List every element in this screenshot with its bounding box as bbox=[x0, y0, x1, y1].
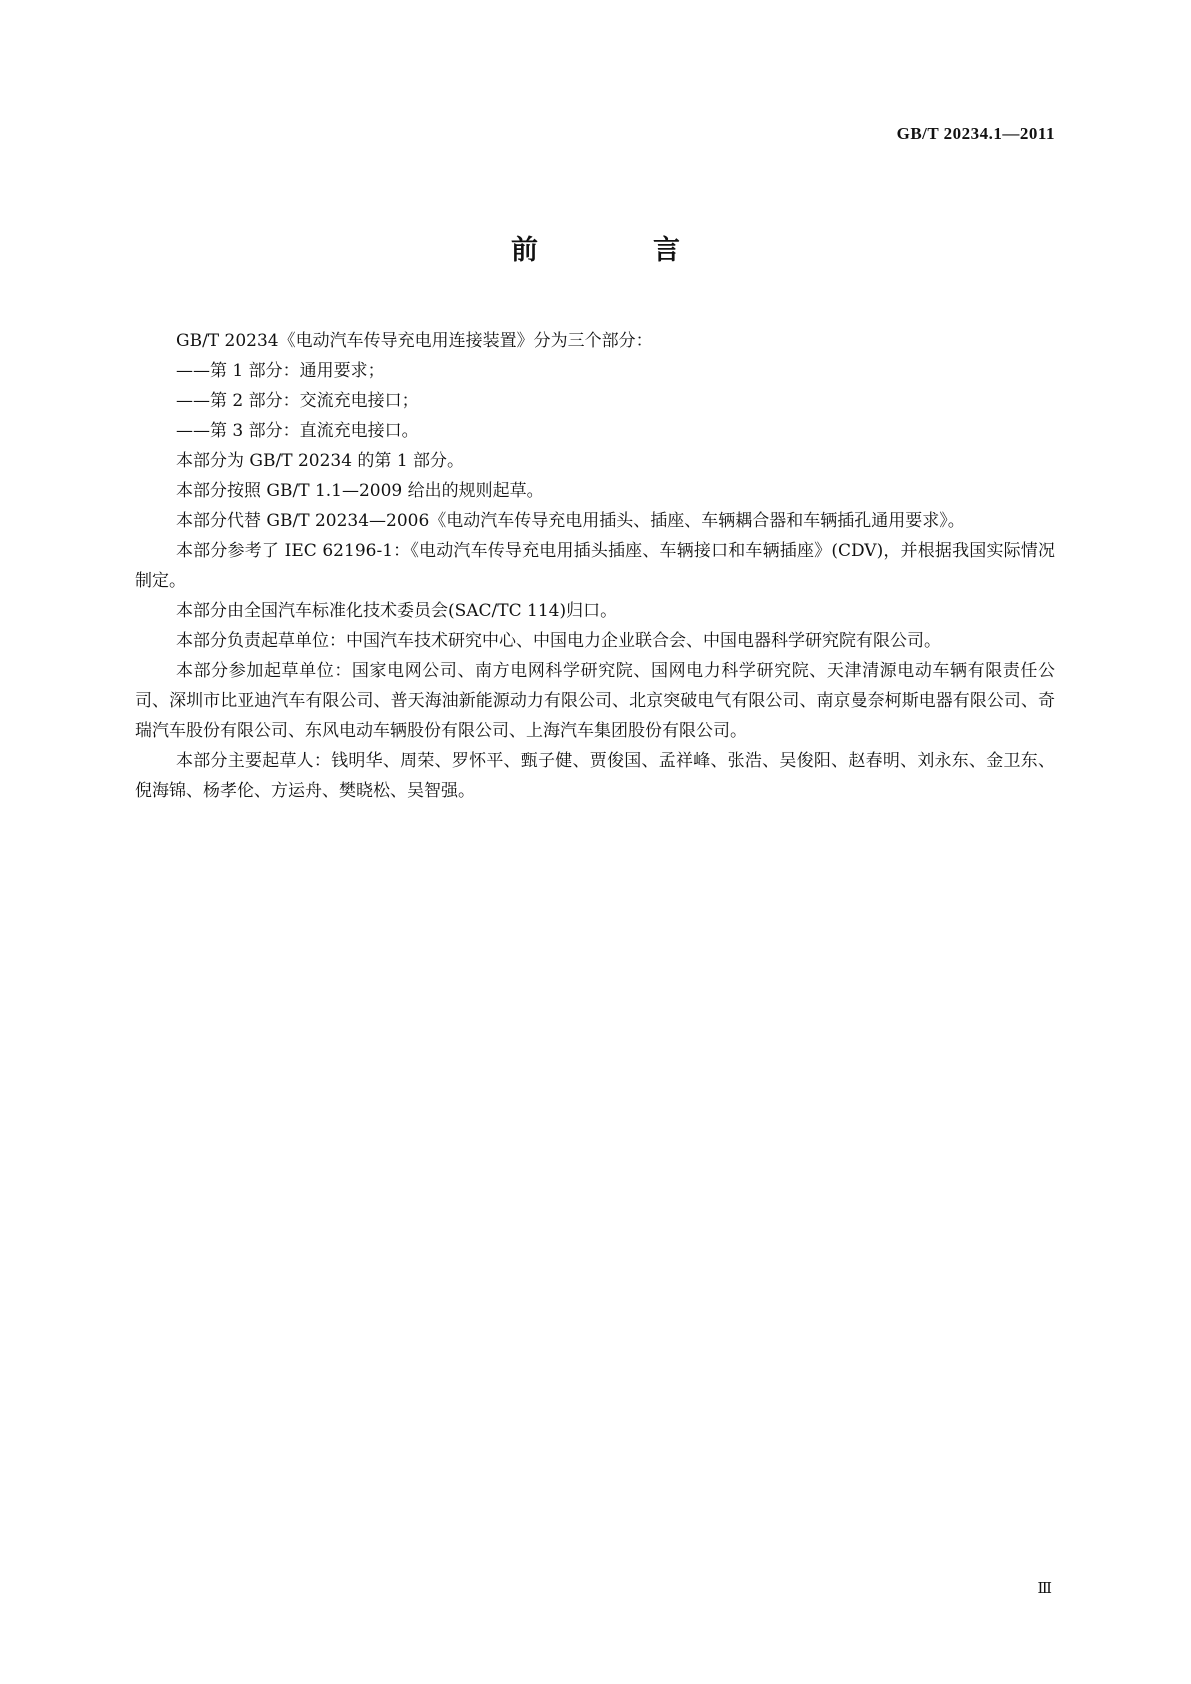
paragraph-part-2: ——第 2 部分：交流充电接口； bbox=[176, 391, 419, 411]
paragraph-part-1: ——第 1 部分：通用要求； bbox=[176, 361, 385, 381]
paragraph-drafting-rules: 本部分按照 GB/T 1.1—2009 给出的规则起草。 bbox=[176, 481, 544, 501]
paragraph-this-part: 本部分为 GB/T 20234 的第 1 部分。 bbox=[176, 451, 465, 471]
paragraph-parts-intro: GB/T 20234《电动汽车传导充电用连接装置》分为三个部分： bbox=[176, 331, 653, 351]
paragraph-references: 本部分参考了 IEC 62196-1：《电动汽车传导充电用插头插座、车辆接口和车辆插座》(CDV)，并根据我国实际情况制定。 bbox=[135, 541, 1055, 591]
paragraph-participating-drafters: 本部分参加起草单位：国家电网公司、南方电网科学研究院、国网电力科学研究院、天津清源电动车辆有限责任公司、深圳市比亚迪汽车有限公司、普天海油新能源动力有限公司、北京突破电气有限公司、南京曼奈柯斯电器有限公司、奇瑞汽车股份有限公司、东风电动车辆股份有限公司、上海汽车集团股份有限公司。 bbox=[135, 661, 1055, 741]
paragraph-replaces: 本部分代替 GB/T 20234—2006《电动汽车传导充电用插头、插座、车辆耦合器和车辆插孔通用要求》。 bbox=[176, 511, 965, 531]
paragraph-part-3: ——第 3 部分：直流充电接口。 bbox=[176, 421, 419, 441]
paragraph-main-drafters: 本部分主要起草人：钱明华、周荣、罗怀平、甄子健、贾俊国、孟祥峰、张浩、吴俊阳、赵春明、刘永东、金卫东、倪海锦、杨孝伦、方运舟、樊晓松、吴智强。 bbox=[135, 751, 1055, 801]
page-number: Ⅲ bbox=[1037, 1581, 1052, 1597]
paragraph-lead-drafters: 本部分负责起草单位：中国汽车技术研究中心、中国电力企业联合会、中国电器科学研究院有限公司。 bbox=[176, 631, 941, 651]
paragraph-committee: 本部分由全国汽车标准化技术委员会(SAC/TC 114)归口。 bbox=[176, 601, 618, 621]
page-title: 前 言 bbox=[511, 235, 724, 266]
foreword-body bbox=[135, 326, 1055, 806]
standard-code: GB/T 20234.1—2011 bbox=[896, 124, 1055, 143]
